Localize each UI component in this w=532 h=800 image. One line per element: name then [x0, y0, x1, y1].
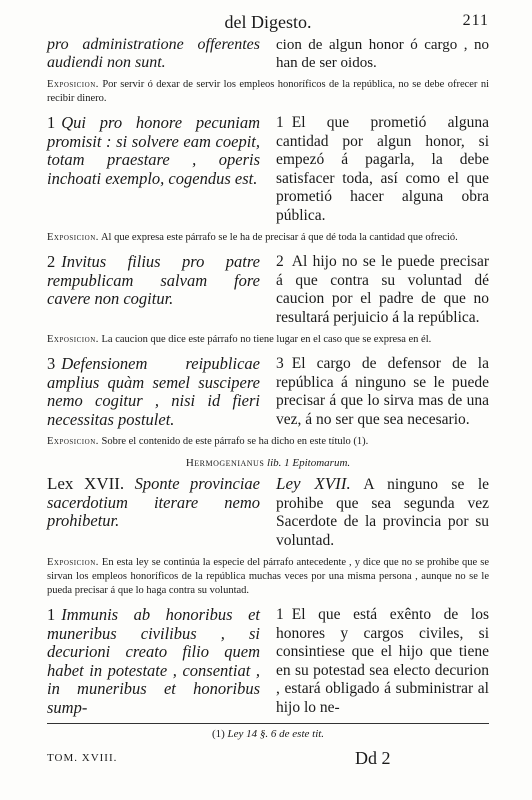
exposicion-text: Al que expresa este párrafo se le ha de precisar á que dé toda la cantidad que ofreció.: [100, 232, 458, 243]
paragraph-number: 1: [276, 606, 284, 623]
exposicion-label: Exposicion.: [47, 232, 99, 243]
footnote-rule: [47, 723, 489, 724]
ley-heading: Ley XVII.: [276, 474, 351, 493]
latin-paragraph: [47, 355, 260, 429]
text-block-4: [47, 475, 489, 550]
exposicion-4: [47, 556, 489, 598]
paragraph-number: 1: [276, 114, 284, 131]
lex-heading: Lex XVII.: [47, 474, 125, 493]
latin-text: Immunis ab honoribus et muneribus civilibus , si decurioni creato filio quem habet in potestate , consentiat , in muneribus et honoribus sump-: [47, 605, 260, 717]
paragraph-number: 1: [47, 113, 56, 132]
page-number: 211: [462, 12, 489, 29]
footnote-reference: Ley 14 §. 6 de este tit.: [227, 728, 325, 740]
latin-paragraph: [47, 475, 260, 550]
latin-text: Sponte provinciae sacerdotium iterare nemo prohibetur.: [47, 474, 260, 530]
latin-paragraph: [47, 253, 260, 327]
exposicion-label: Exposicion.: [47, 557, 99, 568]
spanish-text: cion de algun honor ó cargo , no han de ser oidos.: [276, 37, 489, 71]
exposicion-2: [47, 333, 489, 347]
latin-paragraph: [47, 114, 260, 225]
spanish-paragraph: [276, 475, 489, 550]
volume-label: TOM. XVIII.: [47, 752, 118, 764]
running-header: [47, 8, 489, 36]
text-block-2: [47, 253, 489, 327]
exposicion-1: [47, 231, 489, 245]
text-block-5: [47, 606, 489, 717]
paragraph-number: 3: [276, 355, 284, 372]
spanish-paragraph: [276, 355, 489, 429]
spanish-paragraph: [276, 114, 489, 225]
running-title: del Digesto.: [224, 12, 312, 32]
footnote-mark: (1): [211, 728, 225, 740]
exposicion-label: Exposicion.: [47, 334, 99, 345]
paragraph-number: 2: [47, 252, 56, 271]
spanish-text: El que prometió alguna cantidad por algun honor, si empezó á pagarla, la debe satisfacer toda, así como el que prometió hacer alguna obra pública.: [276, 114, 489, 224]
rubric-source: lib. 1 Epitomarum.: [267, 457, 351, 469]
spanish-paragraph: [276, 253, 489, 327]
exposicion-label: Exposicion.: [47, 79, 99, 90]
spanish-paragraph: [276, 606, 489, 717]
page: [47, 8, 489, 768]
spanish-text: El cargo de defensor de la república á ninguno se le puede precisar á que lo sirva mas de una vez, á no ser que sea necesario.: [276, 355, 489, 428]
exposicion-0: [47, 78, 489, 106]
spanish-text: Al hijo no se le puede precisar á que contra su voluntad dé caucion por el padre de que no resultará perjuicio á la república.: [276, 253, 489, 326]
latin-text: pro administratione offerentes audiendi non sunt.: [47, 36, 260, 71]
exposicion-text: En esta ley se continúa la especie del párrafo antecedente , y dice que no se prohibe que se sirvan los empleos honoríficos de la república muchas veces por una misma persona , aunque no se le pueda precisar á que lo haga contra su voluntad.: [47, 557, 489, 596]
latin-text: Qui pro honore pecuniam promisit : si solvere eam coepit, totam praestare , operis inchoati exemplo, cogendus est.: [47, 113, 260, 188]
exposicion-text: La caucion que dice este párrafo no tiene lugar en el caso que se expresa en él.: [101, 334, 432, 345]
exposicion-text: Sobre el contenido de este párrafo se ha dicho en este título (1).: [101, 436, 369, 447]
paragraph-number: 2: [276, 253, 284, 270]
text-block-3: [47, 355, 489, 429]
text-block-1: [47, 114, 489, 225]
latin-paragraph: [47, 606, 260, 717]
exposicion-text: Por servir ó dexar de servir los empleos honoríficos de la república, no se debe ofrecer ni recibir dinero.: [47, 79, 490, 104]
page-footer: [47, 746, 489, 768]
latin-text: Invitus filius pro patre rempublicam salvam fore cavere non cogitur.: [47, 252, 260, 308]
paragraph-number: 1: [47, 605, 56, 624]
text-block-0: [47, 36, 489, 72]
spanish-text: A ninguno se le prohibe que sea segunda vez Sacerdote de la provincia por su voluntad.: [276, 476, 489, 549]
footnote: [47, 728, 489, 740]
latin-text: Defensionem reipublicae amplius quàm semel suscipere nemo cogitur , nisi id fieri necessitas postulet.: [47, 354, 260, 429]
rubric-author: Hermogenianus: [185, 457, 265, 469]
exposicion-label: Exposicion.: [47, 436, 99, 447]
paragraph-number: 3: [47, 354, 56, 373]
spanish-text: El que está exênto de los honores y cargos civiles, si consintiese que el hijo que tiene en su potestad sea electo decurion , estará obligado á subministrar al hijo lo ne-: [276, 606, 489, 716]
law-rubric: [47, 457, 489, 469]
exposicion-3: [47, 435, 489, 449]
signature-mark: Dd 2: [355, 748, 391, 768]
